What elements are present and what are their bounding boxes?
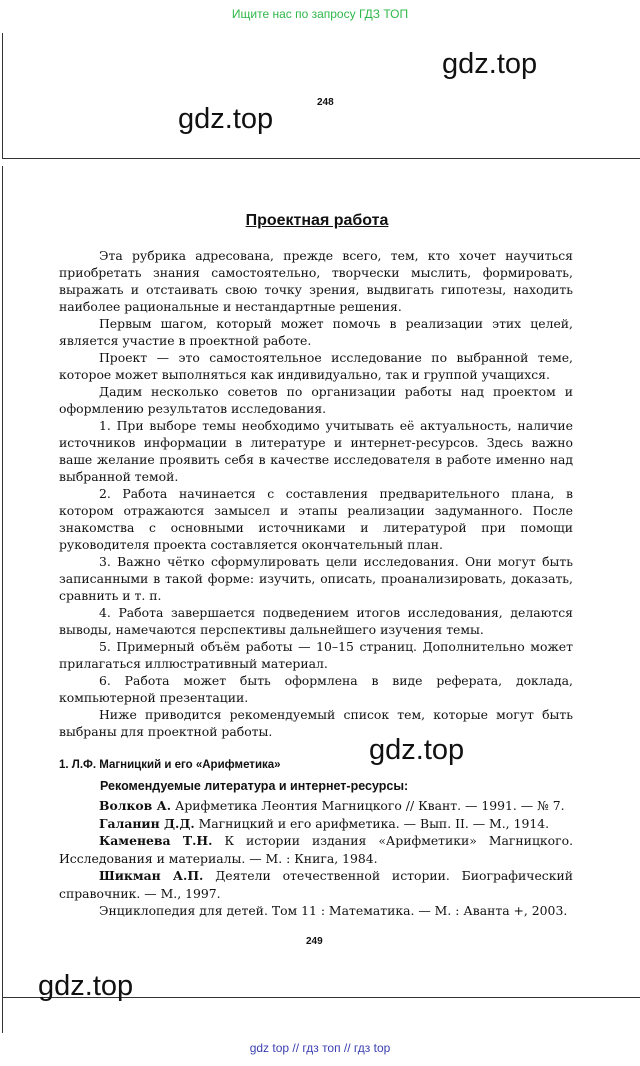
reference-item (59, 832, 573, 867)
paragraph: 4. Работа завершается подведением итогов исследования, делаются выводы, намечаются перспективы дальнейшего изучения темы. (59, 605, 573, 637)
watermark: gdz.top (38, 970, 134, 1002)
reference-author: Галанин Д.Д. (99, 815, 195, 831)
paragraph: Проект — это самостоятельное исследование по выбранной теме, которое может выполняться как индивидуально, так и группой учащихся. (59, 350, 573, 382)
reference-text: Энциклопедия для детей. Том 11 : Математика. — М. : Аванта +, 2003. (99, 903, 568, 918)
reference-text: К истории издания «Арифметики» Магницкого. Исследования и материалы. — М. : Книга, 1984. (59, 833, 574, 866)
paragraph: 3. Важно чётко сформулировать цели исследования. Они могут быть записанными в такой форме: изучить, описать, проанализировать, доказать, сравнить и т. п. (59, 554, 573, 603)
reference-item (59, 867, 573, 902)
paragraph: 5. Примерный объём работы — 10–15 страниц. Дополнительно может прилагаться иллюстративный материал. (59, 639, 573, 671)
watermark: gdz.top (442, 48, 538, 80)
page-divider-top (2, 158, 640, 159)
paragraph: Ниже приводится рекомендуемый список тем, которые могут быть выбраны для проектной работы. (59, 707, 573, 739)
paragraph: 6. Работа может быть оформлена в виде реферата, доклада, компьютерной презентации. (59, 673, 573, 705)
references-heading: Рекомендуемые литература и интернет-ресурсы: (100, 779, 409, 793)
references-list (59, 797, 573, 920)
paragraph: Эта рубрика адресована, прежде всего, тем, кто хочет научиться приобретать знания самостоятельно, творчески мыслить, формировать, выражать и отстаивать свою точку зрения, выдвигать гипотезы, находить наиболее рациональные и нестандартные решения. (59, 248, 573, 314)
reference-author: Волков А. (99, 798, 172, 813)
paragraph: 1. При выборе темы необходимо учитывать её актуальность, наличие источников информации в литературе и интернет-ресурсов. Здесь важно ваше желание проявить себя в качестве исследователя в работе именно над выбранной темой. (59, 418, 573, 484)
page-number-top: 248 (317, 97, 334, 108)
reference-text: Магницкий и его арифметика. — Вып. II. — М., 1914. (194, 815, 550, 831)
reference-author: Каменева Т.Н. (99, 833, 213, 848)
page-border-left-main (2, 166, 3, 998)
watermark: gdz.top (178, 103, 274, 135)
paragraph: Первым шагом, который может помочь в реализации этих целей, является участие в проектной работе. (59, 316, 573, 348)
paragraph: Дадим несколько советов по организации работы над проектом и оформлению результатов исследования. (59, 384, 573, 416)
reference-item (59, 815, 573, 833)
page-border-left-top (2, 33, 3, 159)
page-number-bottom: 249 (306, 936, 323, 947)
footer-links[interactable]: gdz top // гдз топ // гдз top (249, 1041, 391, 1055)
paragraph: 2. Работа начинается с составления предварительного плана, в котором отражаются замысел и этапы реализации задуманного. После знакомства с основными источниками и литературой при помощи руководителя проекта составляется окончательный план. (59, 486, 573, 552)
reference-text: Деятели отечественной истории. Биографический справочник. — М., 1997. (59, 868, 573, 901)
watermark: gdz.top (369, 734, 465, 766)
page-border-left-bottom (2, 997, 3, 1033)
page-title: Проектная работа (245, 212, 389, 229)
reference-text: Арифметика Леонтия Магницкого // Квант. — 1991. — № 7. (171, 798, 565, 813)
reference-item (59, 797, 573, 815)
top-banner[interactable]: Ищите нас по запросу ГДЗ ТОП (231, 7, 409, 21)
reference-author: Шикман А.П. (99, 868, 204, 883)
reference-item (59, 902, 573, 920)
section-heading: 1. Л.Ф. Магницкий и его «Арифметика» (59, 759, 281, 771)
body-text (59, 247, 573, 740)
